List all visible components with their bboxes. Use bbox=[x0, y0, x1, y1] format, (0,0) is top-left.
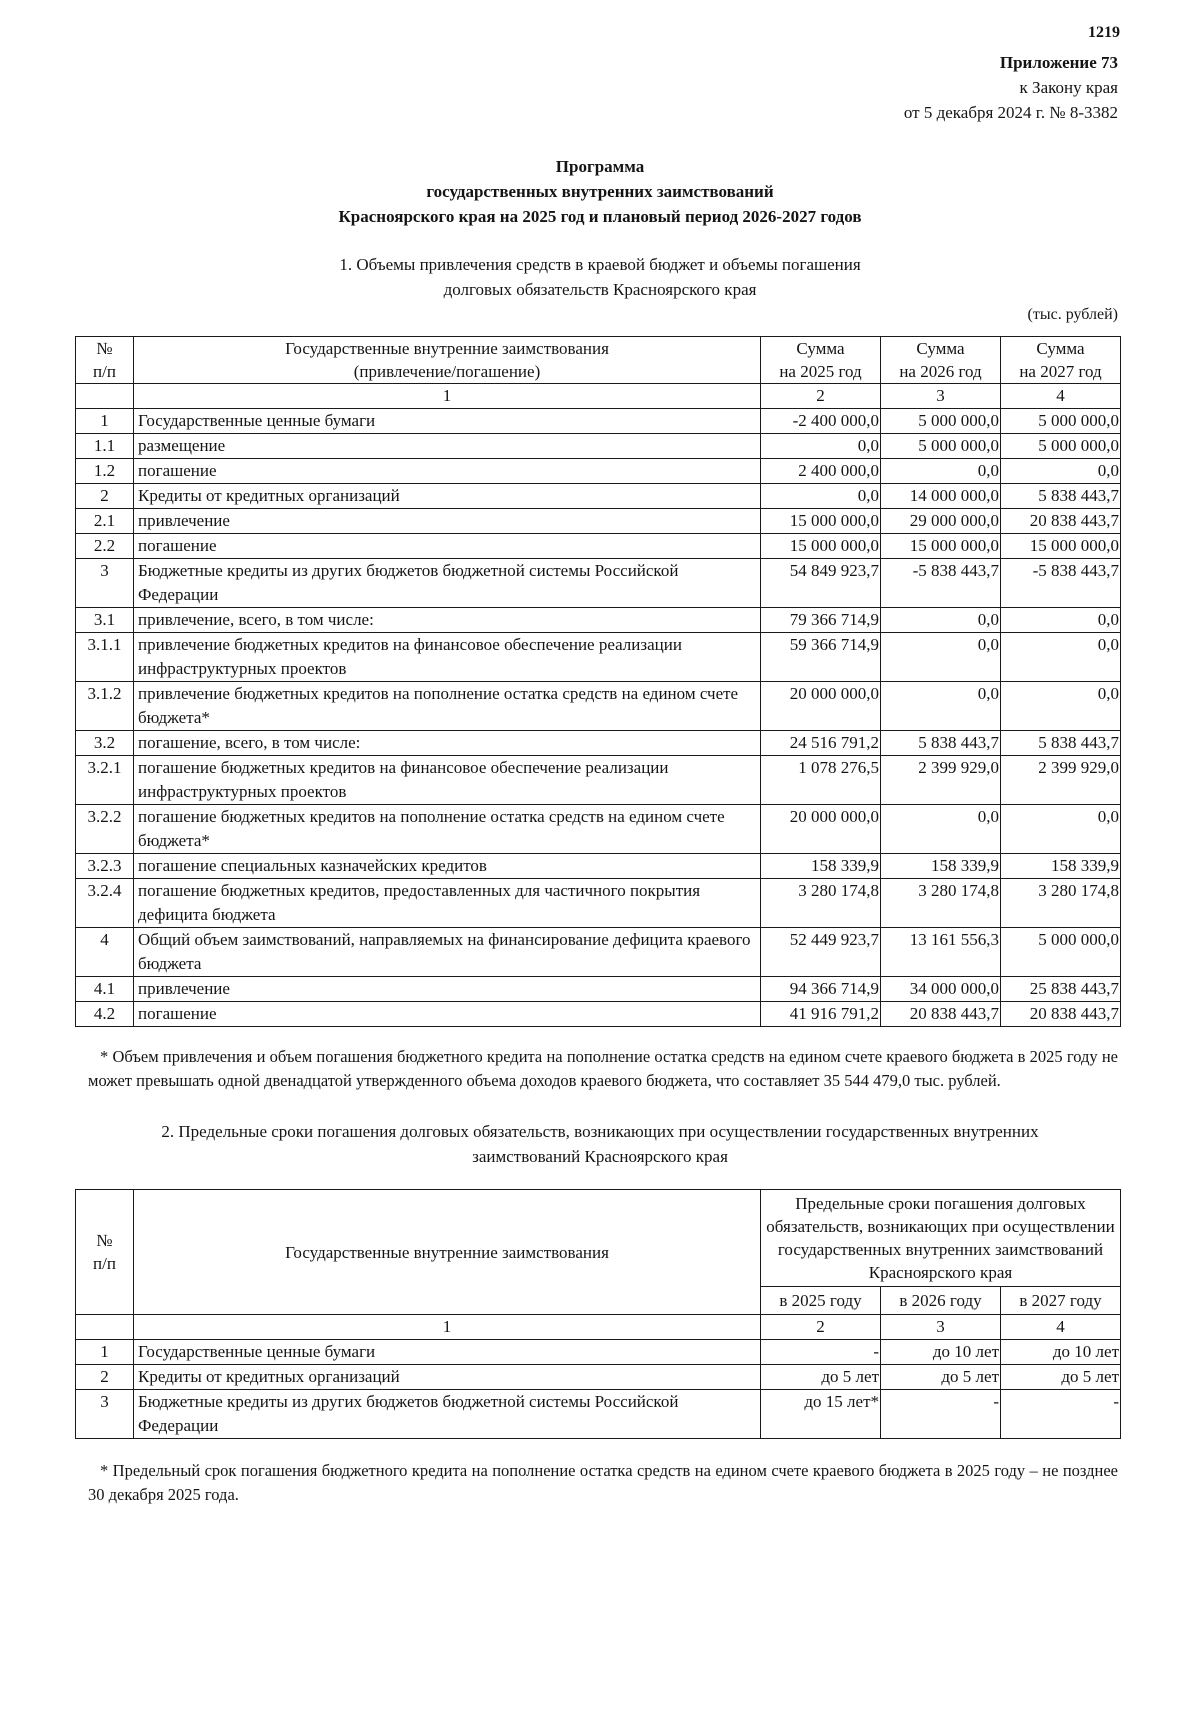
value-2027-cell: 5 000 000,0 bbox=[1001, 434, 1121, 459]
value-2027-cell: 25 838 443,7 bbox=[1001, 977, 1121, 1002]
header-sum-2025 bbox=[761, 337, 881, 384]
value-2025-cell: 24 516 791,2 bbox=[761, 731, 881, 756]
row-number-cell: 2.1 bbox=[76, 509, 134, 534]
row-number-cell: 3 bbox=[76, 559, 134, 608]
header-number-line-2: п/п bbox=[93, 362, 116, 381]
value-2027-cell: 0,0 bbox=[1001, 682, 1121, 731]
value-2025-cell: 1 078 276,5 bbox=[761, 756, 881, 805]
row-number-cell: 3 bbox=[76, 1390, 134, 1439]
header-sum-2026-line-2: на 2026 год bbox=[899, 362, 982, 381]
table-row bbox=[76, 805, 1121, 854]
document-title bbox=[150, 154, 1050, 229]
row-name-cell: погашение бюджетных кредитов, предоставленных для частичного покрытия дефицита бюджета bbox=[134, 879, 761, 928]
document-title-line-1: Программа bbox=[555, 157, 645, 176]
section-1-heading bbox=[150, 252, 1050, 302]
section-2-heading-line-2: заимствований Красноярского края bbox=[472, 1147, 728, 1166]
value-2026-cell: 0,0 bbox=[881, 633, 1001, 682]
row-name-cell: Кредиты от кредитных организаций bbox=[134, 484, 761, 509]
table-row bbox=[76, 928, 1121, 977]
table-row bbox=[76, 484, 1121, 509]
value-2027-cell: 15 000 000,0 bbox=[1001, 534, 1121, 559]
table-row bbox=[76, 509, 1121, 534]
header-sum-2027-line-1: Сумма bbox=[1036, 339, 1085, 358]
table-row bbox=[76, 1390, 1121, 1439]
table-row bbox=[76, 1002, 1121, 1027]
column-index-cell: 1 bbox=[134, 1315, 761, 1340]
value-2026-cell: - bbox=[881, 1390, 1001, 1439]
row-number-cell: 3.2.4 bbox=[76, 879, 134, 928]
value-2025-cell: 52 449 923,7 bbox=[761, 928, 881, 977]
row-name-cell: Бюджетные кредиты из других бюджетов бюджетной системы Российской Федерации bbox=[134, 1390, 761, 1439]
value-2026-cell: 15 000 000,0 bbox=[881, 534, 1001, 559]
appendix-block bbox=[904, 50, 1118, 125]
table-row bbox=[76, 756, 1121, 805]
value-2026-cell: 0,0 bbox=[881, 608, 1001, 633]
header-year-2025: в 2025 году bbox=[761, 1287, 881, 1315]
row-number-cell: 2 bbox=[76, 484, 134, 509]
value-2026-cell: 5 000 000,0 bbox=[881, 409, 1001, 434]
table-row bbox=[76, 879, 1121, 928]
row-name-cell: Общий объем заимствований, направляемых на финансирование дефицита краевого бюджета bbox=[134, 928, 761, 977]
row-number-cell: 3.2.2 bbox=[76, 805, 134, 854]
header-sum-2027-line-2: на 2027 год bbox=[1019, 362, 1102, 381]
row-name-cell: погашение bbox=[134, 1002, 761, 1027]
header-number-line-1: № bbox=[96, 1231, 113, 1250]
value-2025-cell: 79 366 714,9 bbox=[761, 608, 881, 633]
row-number-cell: 1.2 bbox=[76, 459, 134, 484]
page-number: 1219 bbox=[1088, 24, 1120, 41]
table-row bbox=[76, 1365, 1121, 1390]
header-number bbox=[76, 337, 134, 384]
value-2026-cell: 20 838 443,7 bbox=[881, 1002, 1001, 1027]
column-index-empty bbox=[76, 384, 134, 409]
row-number-cell: 3.1 bbox=[76, 608, 134, 633]
document-title-line-3: Красноярского края на 2025 год и плановый период 2026-2027 годов bbox=[338, 207, 862, 226]
value-2025-cell: 2 400 000,0 bbox=[761, 459, 881, 484]
table-row bbox=[76, 633, 1121, 682]
value-2026-cell: 29 000 000,0 bbox=[881, 509, 1001, 534]
value-2025-cell: 59 366 714,9 bbox=[761, 633, 881, 682]
value-2027-cell: 20 838 443,7 bbox=[1001, 1002, 1121, 1027]
value-2027-cell: 0,0 bbox=[1001, 805, 1121, 854]
header-borrowing-name: Государственные внутренние заимствования bbox=[134, 1190, 761, 1315]
value-2025-cell: 0,0 bbox=[761, 484, 881, 509]
value-2026-cell: 13 161 556,3 bbox=[881, 928, 1001, 977]
row-name-cell: Государственные ценные бумаги bbox=[134, 409, 761, 434]
header-borrowing-name bbox=[134, 337, 761, 384]
header-borrowing-name-line-2: (привлечение/погашение) bbox=[353, 362, 541, 381]
row-number-cell: 4.2 bbox=[76, 1002, 134, 1027]
value-2025-cell: 0,0 bbox=[761, 434, 881, 459]
value-2026-cell: 2 399 929,0 bbox=[881, 756, 1001, 805]
value-2025-cell: 15 000 000,0 bbox=[761, 534, 881, 559]
value-2026-cell: 0,0 bbox=[881, 682, 1001, 731]
column-index-cell: 2 bbox=[761, 384, 881, 409]
row-name-cell: Государственные ценные бумаги bbox=[134, 1340, 761, 1365]
value-2026-cell: 0,0 bbox=[881, 805, 1001, 854]
appendix-law-ref: к Закону края bbox=[1019, 78, 1118, 97]
column-index-row bbox=[76, 1315, 1121, 1340]
column-index-empty bbox=[76, 1315, 134, 1340]
units-label: (тыс. рублей) bbox=[1027, 306, 1118, 323]
value-2026-cell: 3 280 174,8 bbox=[881, 879, 1001, 928]
table-row bbox=[76, 534, 1121, 559]
row-name-cell: Бюджетные кредиты из других бюджетов бюджетной системы Российской Федерации bbox=[134, 559, 761, 608]
value-2026-cell: 14 000 000,0 bbox=[881, 484, 1001, 509]
value-2025-cell: до 15 лет* bbox=[761, 1390, 881, 1439]
value-2025-cell: -2 400 000,0 bbox=[761, 409, 881, 434]
value-2026-cell: 0,0 bbox=[881, 459, 1001, 484]
column-index-cell: 4 bbox=[1001, 384, 1121, 409]
header-number-line-1: № bbox=[96, 339, 113, 358]
row-number-cell: 1.1 bbox=[76, 434, 134, 459]
row-name-cell: погашение bbox=[134, 534, 761, 559]
row-name-cell: Кредиты от кредитных организаций bbox=[134, 1365, 761, 1390]
value-2025-cell: 94 366 714,9 bbox=[761, 977, 881, 1002]
value-2027-cell: 0,0 bbox=[1001, 608, 1121, 633]
row-name-cell: размещение bbox=[134, 434, 761, 459]
row-name-cell: привлечение bbox=[134, 977, 761, 1002]
value-2027-cell: 3 280 174,8 bbox=[1001, 879, 1121, 928]
value-2026-cell: 5 838 443,7 bbox=[881, 731, 1001, 756]
row-number-cell: 1 bbox=[76, 409, 134, 434]
value-2027-cell: -5 838 443,7 bbox=[1001, 559, 1121, 608]
value-2027-cell: до 10 лет bbox=[1001, 1340, 1121, 1365]
header-sum-2025-line-2: на 2025 год bbox=[779, 362, 862, 381]
header-sum-2026-line-1: Сумма bbox=[916, 339, 965, 358]
table-row bbox=[76, 608, 1121, 633]
appendix-date: от 5 декабря 2024 г. № 8-3382 bbox=[903, 103, 1118, 122]
value-2025-cell: 15 000 000,0 bbox=[761, 509, 881, 534]
row-name-cell: привлечение бюджетных кредитов на финансовое обеспечение реализации инфраструктурных проектов bbox=[134, 633, 761, 682]
row-number-cell: 3.2.3 bbox=[76, 854, 134, 879]
value-2025-cell: 41 916 791,2 bbox=[761, 1002, 881, 1027]
value-2025-cell: 20 000 000,0 bbox=[761, 682, 881, 731]
header-year-2026: в 2026 году bbox=[881, 1287, 1001, 1315]
value-2027-cell: 158 339,9 bbox=[1001, 854, 1121, 879]
row-number-cell: 4 bbox=[76, 928, 134, 977]
section-1-heading-line-1: 1. Объемы привлечения средств в краевой бюджет и объемы погашения bbox=[339, 255, 861, 274]
row-number-cell: 2 bbox=[76, 1365, 134, 1390]
value-2027-cell: 20 838 443,7 bbox=[1001, 509, 1121, 534]
row-number-cell: 2.2 bbox=[76, 534, 134, 559]
value-2027-cell: - bbox=[1001, 1390, 1121, 1439]
appendix-title: Приложение 73 bbox=[999, 53, 1118, 72]
row-number-cell: 3.2.1 bbox=[76, 756, 134, 805]
table-row bbox=[76, 409, 1121, 434]
value-2027-cell: 0,0 bbox=[1001, 633, 1121, 682]
repayment-terms-table bbox=[75, 1189, 1121, 1439]
value-2026-cell: до 5 лет bbox=[881, 1365, 1001, 1390]
column-index-cell: 4 bbox=[1001, 1315, 1121, 1340]
value-2026-cell: 5 000 000,0 bbox=[881, 434, 1001, 459]
borrowing-volumes-table bbox=[75, 336, 1121, 1027]
section-2-heading bbox=[60, 1119, 1140, 1169]
column-index-cell: 3 bbox=[881, 384, 1001, 409]
table-row bbox=[76, 1340, 1121, 1365]
table-row bbox=[76, 559, 1121, 608]
row-name-cell: погашение бюджетных кредитов на финансовое обеспечение реализации инфраструктурных проектов bbox=[134, 756, 761, 805]
row-name-cell: привлечение, всего, в том числе: bbox=[134, 608, 761, 633]
header-repayment-terms: Предельные сроки погашения долговых обязательств, возникающих при осуществлении государственных внутренних заимствований Красноярского края bbox=[761, 1190, 1121, 1287]
value-2027-cell: 5 838 443,7 bbox=[1001, 484, 1121, 509]
column-index-cell: 3 bbox=[881, 1315, 1001, 1340]
value-2026-cell: 34 000 000,0 bbox=[881, 977, 1001, 1002]
column-index-cell: 1 bbox=[134, 384, 761, 409]
document-title-line-2: государственных внутренних заимствований bbox=[426, 182, 774, 201]
section-2-footnote: * Предельный срок погашения бюджетного кредита на пополнение остатка средств на едином счете краевого бюджета в 2025 году – не позднее 30 декабря 2025 года. bbox=[88, 1461, 1118, 1504]
value-2025-cell: 3 280 174,8 bbox=[761, 879, 881, 928]
row-name-cell: погашение специальных казначейских кредитов bbox=[134, 854, 761, 879]
value-2027-cell: до 5 лет bbox=[1001, 1365, 1121, 1390]
table-row bbox=[76, 434, 1121, 459]
header-year-2027: в 2027 году bbox=[1001, 1287, 1121, 1315]
row-name-cell: погашение, всего, в том числе: bbox=[134, 731, 761, 756]
table-row bbox=[76, 977, 1121, 1002]
table-row bbox=[76, 731, 1121, 756]
row-name-cell: привлечение бюджетных кредитов на пополнение остатка средств на едином счете бюджета* bbox=[134, 682, 761, 731]
row-number-cell: 1 bbox=[76, 1340, 134, 1365]
row-name-cell: погашение бюджетных кредитов на пополнение остатка средств на едином счете бюджета* bbox=[134, 805, 761, 854]
value-2025-cell: до 5 лет bbox=[761, 1365, 881, 1390]
row-name-cell: погашение bbox=[134, 459, 761, 484]
header-sum-2026 bbox=[881, 337, 1001, 384]
column-index-row bbox=[76, 384, 1121, 409]
table-row bbox=[76, 459, 1121, 484]
table-header-row bbox=[76, 1190, 1121, 1287]
row-number-cell: 4.1 bbox=[76, 977, 134, 1002]
table-header-row bbox=[76, 337, 1121, 384]
section-1-footnote: * Объем привлечения и объем погашения бюджетного кредита на пополнение остатка средств на едином счете краевого бюджета в 2025 году не может превышать одной двенадцатой утвержденного объема доходов краевого бюджета, что составляет 35 544 479,0 тыс. рублей. bbox=[88, 1047, 1118, 1090]
header-borrowing-name-line-1: Государственные внутренние заимствования bbox=[285, 339, 609, 358]
header-number bbox=[76, 1190, 134, 1315]
row-number-cell: 3.1.2 bbox=[76, 682, 134, 731]
value-2026-cell: до 10 лет bbox=[881, 1340, 1001, 1365]
value-2027-cell: 5 000 000,0 bbox=[1001, 928, 1121, 977]
table-row bbox=[76, 854, 1121, 879]
value-2027-cell: 5 838 443,7 bbox=[1001, 731, 1121, 756]
value-2025-cell: - bbox=[761, 1340, 881, 1365]
value-2027-cell: 2 399 929,0 bbox=[1001, 756, 1121, 805]
row-number-cell: 3.2 bbox=[76, 731, 134, 756]
header-number-line-2: п/п bbox=[93, 1254, 116, 1273]
value-2025-cell: 158 339,9 bbox=[761, 854, 881, 879]
row-number-cell: 3.1.1 bbox=[76, 633, 134, 682]
header-sum-2027 bbox=[1001, 337, 1121, 384]
table-row bbox=[76, 682, 1121, 731]
column-index-cell: 2 bbox=[761, 1315, 881, 1340]
row-name-cell: привлечение bbox=[134, 509, 761, 534]
value-2026-cell: -5 838 443,7 bbox=[881, 559, 1001, 608]
value-2026-cell: 158 339,9 bbox=[881, 854, 1001, 879]
value-2027-cell: 0,0 bbox=[1001, 459, 1121, 484]
value-2025-cell: 54 849 923,7 bbox=[761, 559, 881, 608]
value-2025-cell: 20 000 000,0 bbox=[761, 805, 881, 854]
header-sum-2025-line-1: Сумма bbox=[796, 339, 845, 358]
section-1-heading-line-2: долговых обязательств Красноярского края bbox=[443, 280, 757, 299]
section-2-heading-line-1: 2. Предельные сроки погашения долговых обязательств, возникающих при осуществлении государственных внутренних bbox=[161, 1122, 1039, 1141]
value-2027-cell: 5 000 000,0 bbox=[1001, 409, 1121, 434]
